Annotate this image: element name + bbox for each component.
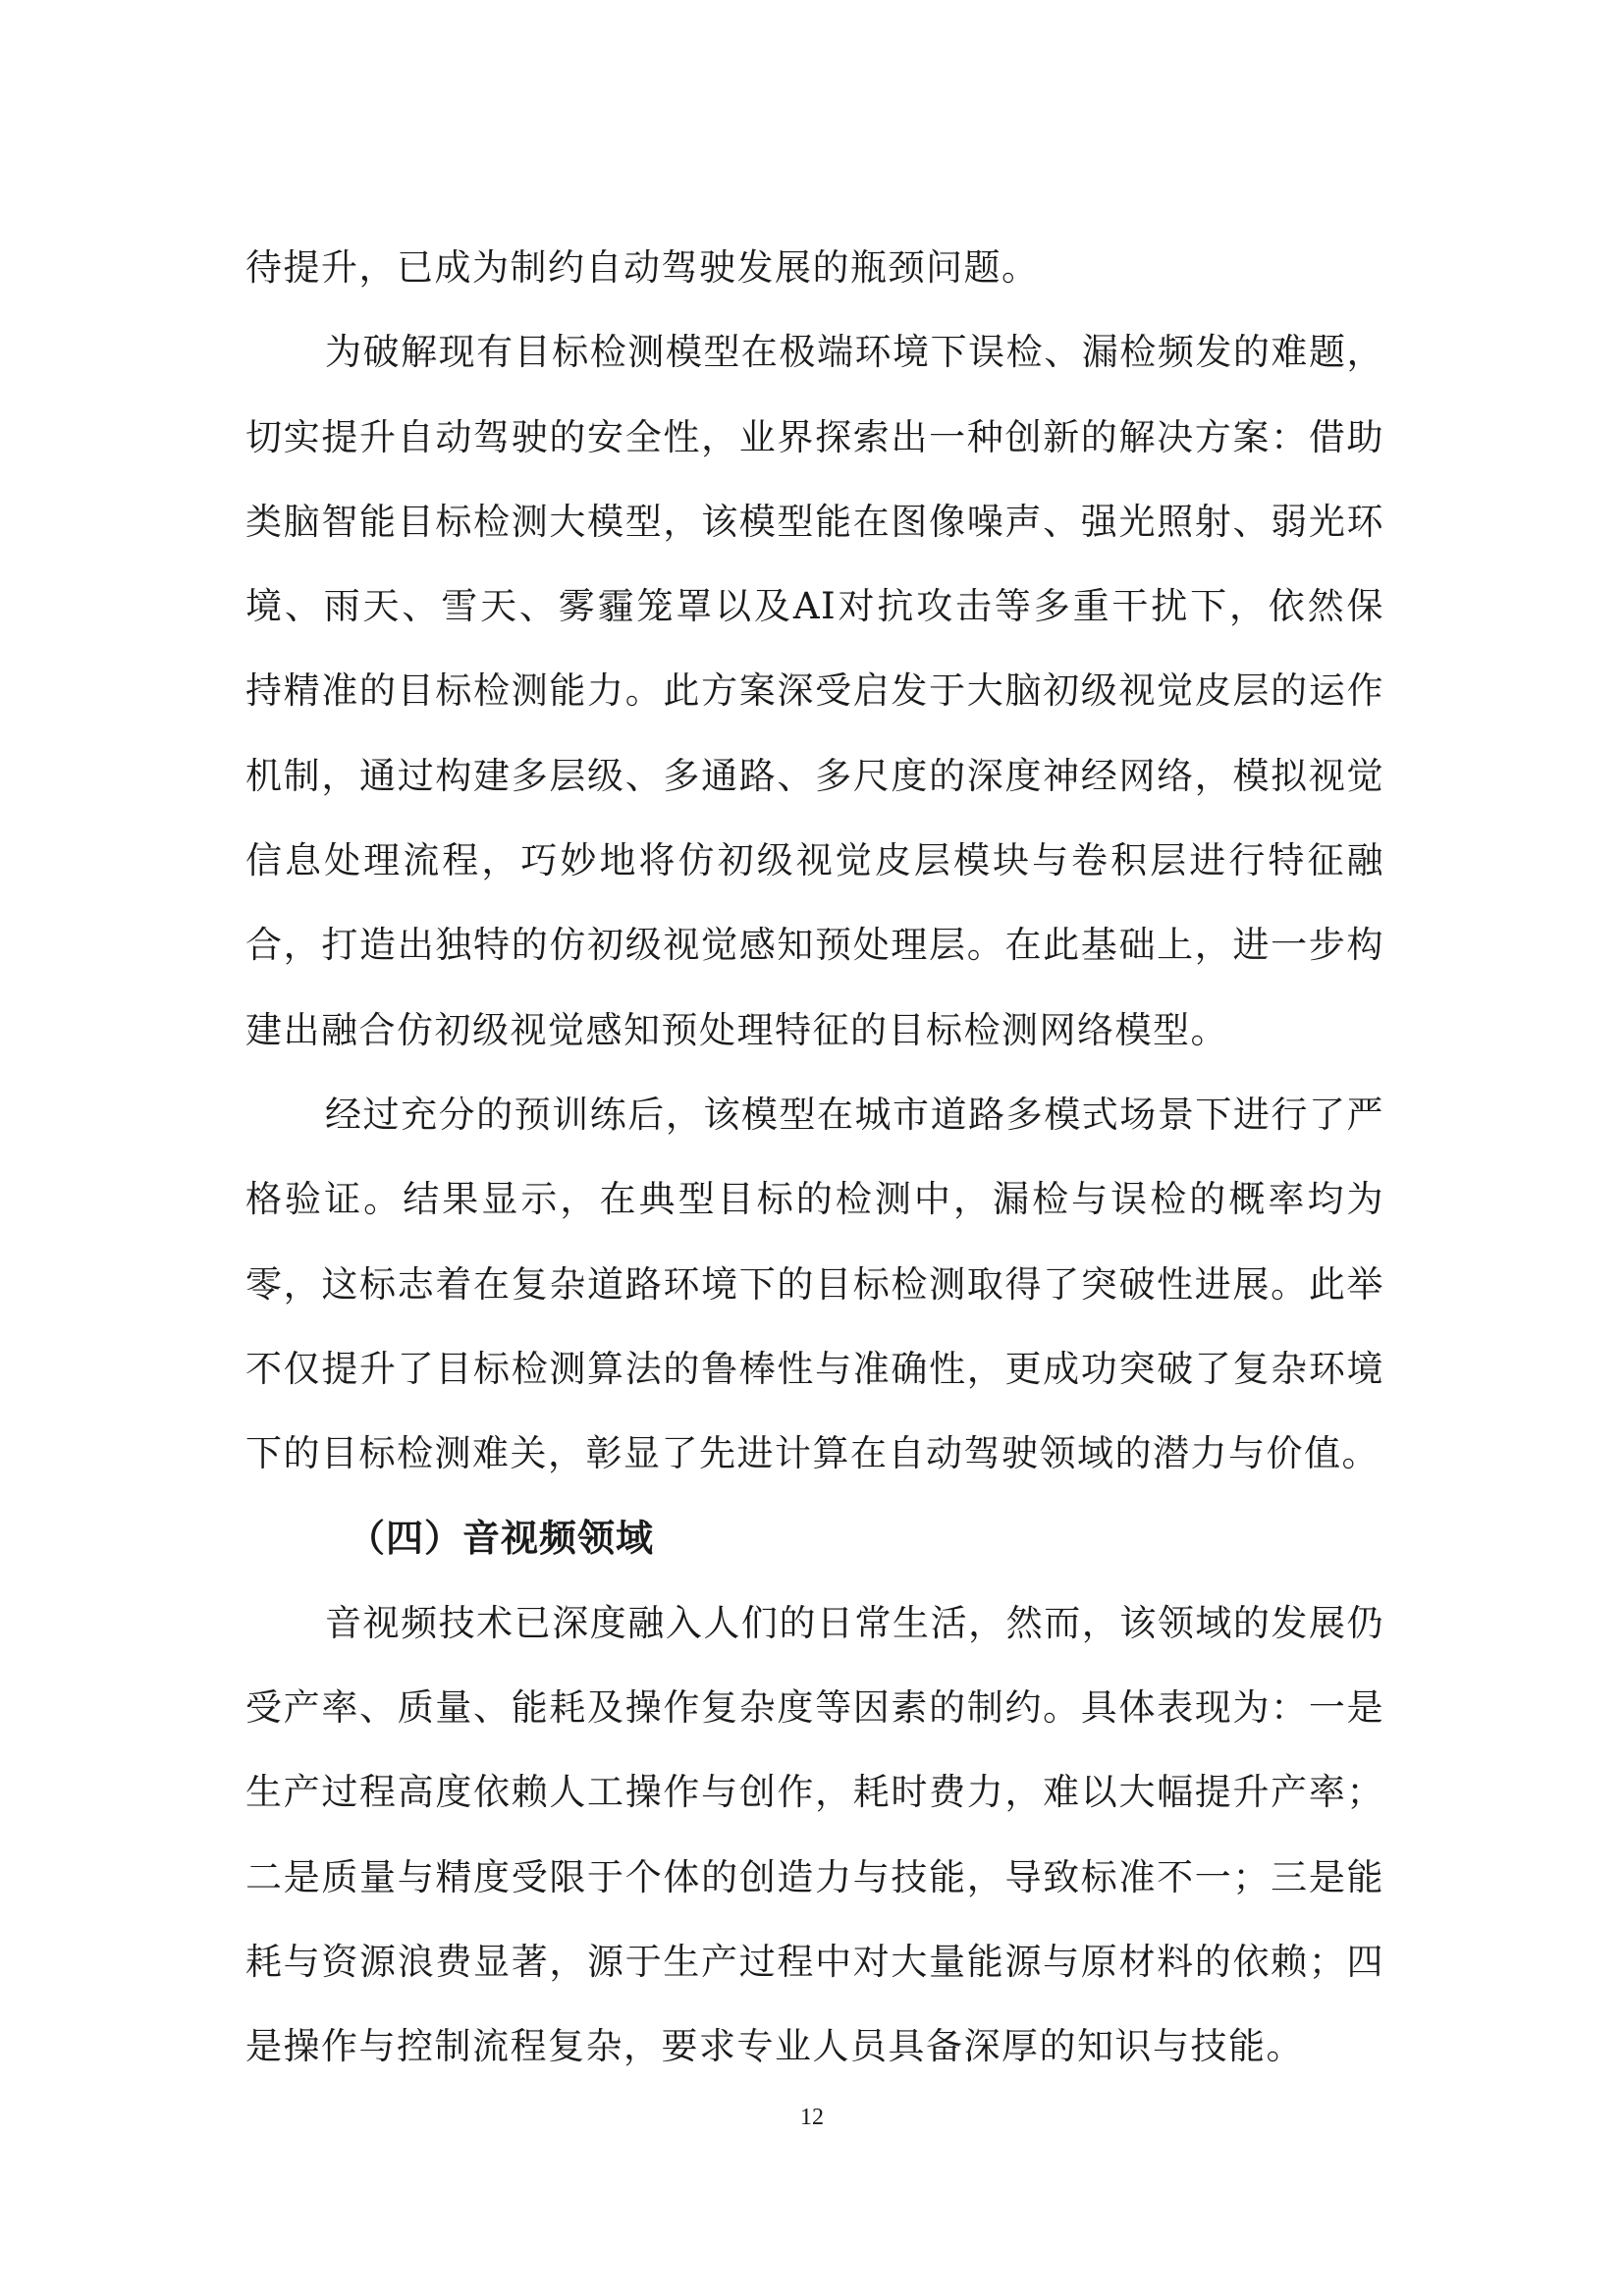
paragraph-validation-results: 经过充分的预训练后，该模型在城市道路多模式场景下进行了严格验证。结果显示，在典型目标的检测中，漏检与误检的概率均为零，这标志着在复杂道路环境下的目标检测取得了突破性进展。此举不仅提升了目标检测算法的鲁棒性与准确性，更成功突破了复杂环境下的目标检测难关，彰显了先进计算在自动驾驶领域的潜力与价值。 <box>245 1093 1384 1475</box>
page-number: 12 <box>800 2105 824 2130</box>
paragraph-audio-video-challenges: 音视频技术已深度融入人们的日常生活，然而，该领域的发展仍受产率、质量、能耗及操作复杂度等因素的制约。具体表现为：一是生产过程高度依赖人工操作与创作，耗时费力，难以大幅提升产率；二是质量与精度受限于个体的创造力与技能，导致标准不一；三是能耗与资源浪费显著，源于生产过程中对大量能源与原材料的依赖；四是操作与控制流程复杂，要求专业人员具备深厚的知识与技能。 <box>245 1601 1384 2068</box>
section-heading-audio-video: （四）音视频领域 <box>348 1517 655 1561</box>
paragraph-brain-inspired-detection: 为破解现有目标检测模型在极端环境下误检、漏检频发的难题，切实提升自动驾驶的安全性，业界探索出一种创新的解决方案：借助类脑智能目标检测大模型，该模型能在图像噪声、强光照射、弱光环境、雨天、雪天、雾霾笼罩以及AI对抗攻击等多重干扰下，依然保持精准的目标检测能力。此方案深受启发于大脑初级视觉皮层的运作机制，通过构建多层级、多通路、多尺度的深度神经网络，模拟视觉信息处理流程，巧妙地将仿初级视觉皮层模块与卷积层进行特征融合，打造出独特的仿初级视觉感知预处理层。在此基础上，进一步构建出融合仿初级视觉感知预处理特征的目标检测网络模型。 <box>245 331 1384 1051</box>
paragraph-continuation: 待提升，已成为制约自动驾驶发展的瓶颈问题。 <box>245 246 1040 289</box>
document-page <box>245 226 1384 2090</box>
